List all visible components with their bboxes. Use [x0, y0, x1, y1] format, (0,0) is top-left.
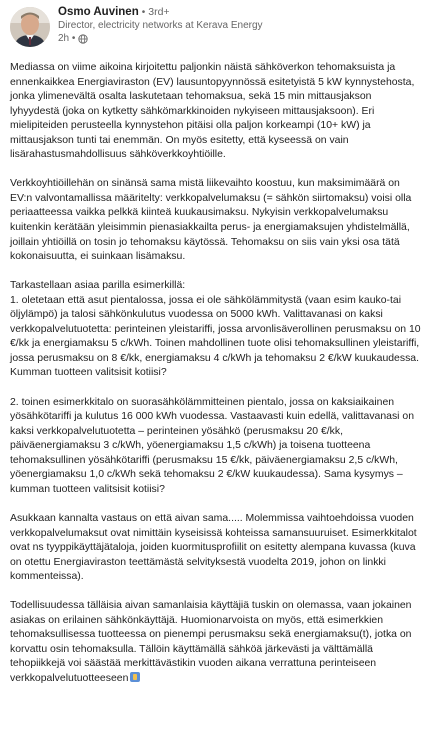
- post-time: 2h •: [58, 33, 76, 44]
- author-headline: Director, electricity networks at Kerava Energy: [58, 20, 263, 31]
- post-paragraph: Mediassa on viime aikoina kirjoitettu paljonkin näistä sähköverkon tehomaksuista ja ennenkaikkea Energiaviraston (EV) lausuntopyynnössä esitetyistä 5 kW kynnystehosta, jonka ylimenevältä osalta laskutetaan tehomaksua, sekä 15 min mittausjakson lyhyydestä (joka on kytketty sähkömarkkinoiden nykyiseen mittausjaksoon). Eri mielipiteiden perusteella kynnystehon pitäisi olla paljon korkeampi (10+ kW) ja mittausjakson tunti tai enemmän. On myös esitetty, että kyseessä on vain lisärahastusmahdollisuus sähköverkkoyhtiöille.: [10, 62, 415, 161]
- post-paragraph-text: Todellisuudessa tälläisia aivan samanlaisia käyttäjiä tuskin on olemassa, vaan jokainen asiakas on erilainen sähkönkäyttäjä. Huomionarvoista on myös, että esimerkkien tehomaksullisessa tuotteessa on pienempi perusmaksu sekä energiamaksu(t), jotka on korvattu osin tehomaksulla. Tällöin käyttämällä sähköä järkevästi ja välttämällä tehopiikkejä voi säästää merkittävästikin vuoden aikana verrattuna perinteiseen verkkopalvelutuotteeseen: [10, 600, 412, 684]
- post-paragraph-last: [10, 599, 422, 686]
- post-time-line: [58, 32, 263, 45]
- avatar[interactable]: [10, 7, 50, 47]
- flag-emoji-icon: [130, 672, 140, 682]
- post-paragraph: Verkkoyhtiöillehän on sinänsä sama mistä liikevaihto koostuu, kun maksimimäärä on EV:n valvontamallissa määritelty: verkkopalvelumaksu (= sähkön siirtomaksu) voisi olla periaatteessa vaikka pelkkä kiinteä kuukausimaksu. Nykyisin verkkopalvelumaksu kuitenkin kerätään yleisimmin pienasiakkailta perus- ja energiamaksujen yhdistelmällä, joillain yhtiöillä on tosin jo tehomaksu käytössä. Tehomaksu on siis vain yksi osa tätä kokonaisuutta, ei suinkaan lisämaksu.: [10, 178, 412, 263]
- author-meta: [58, 6, 263, 45]
- author-name-line: [58, 6, 263, 19]
- post-paragraph: Tarkastellaan asiaa parilla esimerkillä: 1. oletetaan että asut pientalossa, jossa ei ole sähkölämmitystä (vaan esim kauko-tai öljylämpö) ja talosi sähkönkulutus vuodessa on 5000 kWh. Valittavanasi on kaksi verkkopalvelutuotetta: perinteinen yleistariffi, jossa arvonlisäverollinen perusmaksu on 10 €/kk ja energiamaksu 5 c/kWh. Toinen mahdollinen tuote olisi tehomaksullinen yleistariffi, jossa perusmaksu on 8 €/kk, energiamaksu 4 c/kWh ja tehomaksu 2 €/kW kuukaudessa. Kumman tuotteen valitsisit kotiisi?: [10, 280, 421, 379]
- connection-degree: 3rd+: [148, 6, 170, 18]
- globe-icon: [78, 34, 88, 44]
- post-paragraph: Asukkaan kannalta vastaus on että aivan sama..... Molemmissa vaihtoehdoissa vuoden verkkopalvelumaksut ovat nimittäin kyseisissä kohteissa samansuuruiset. Esimerkkitalot ovat ns tyyppikäyttäjätaloja, joiden kuormitusprofiilit on esitetty alempana kuvassa (kuva on otettu Energiaviraston teettämästä selvityksestä vuodelta 2019, johon on linkki kommenteissa).: [10, 512, 417, 583]
- degree-separator: •: [141, 7, 146, 18]
- author-name[interactable]: Osmo Auvinen: [58, 6, 139, 18]
- post-body: [10, 61, 422, 687]
- post-paragraph: 2. toinen esimerkkitalo on suorasähkölämmitteinen pientalo, jossa on kaksiaikainen yösähkötariffi ja kulutus 16 000 kWh vuodessa. Vastaavasti kuin edellä, valittavanasi on kaksi verkkopalvelutuotetta – perinteinen yösähkö (perusmaksu 20 €/kk, päiväenergiamaksu 3 c/kWh, yöenergiamaksu 1,5 c/kWh) ja toisena tuotteena tehomaksullinen yösähkötariffi (perusmaksu 15 €/kk, päiväenergiamaksu 2,5 c/kWh, yöenergiamaksu 1,0 c/kWh sekä tehomaksu 2 €/kW kuukaudessa). Sama kysymys – kumman tuotteen valitsisit kotiisi?: [10, 396, 415, 495]
- post-header: [10, 6, 422, 56]
